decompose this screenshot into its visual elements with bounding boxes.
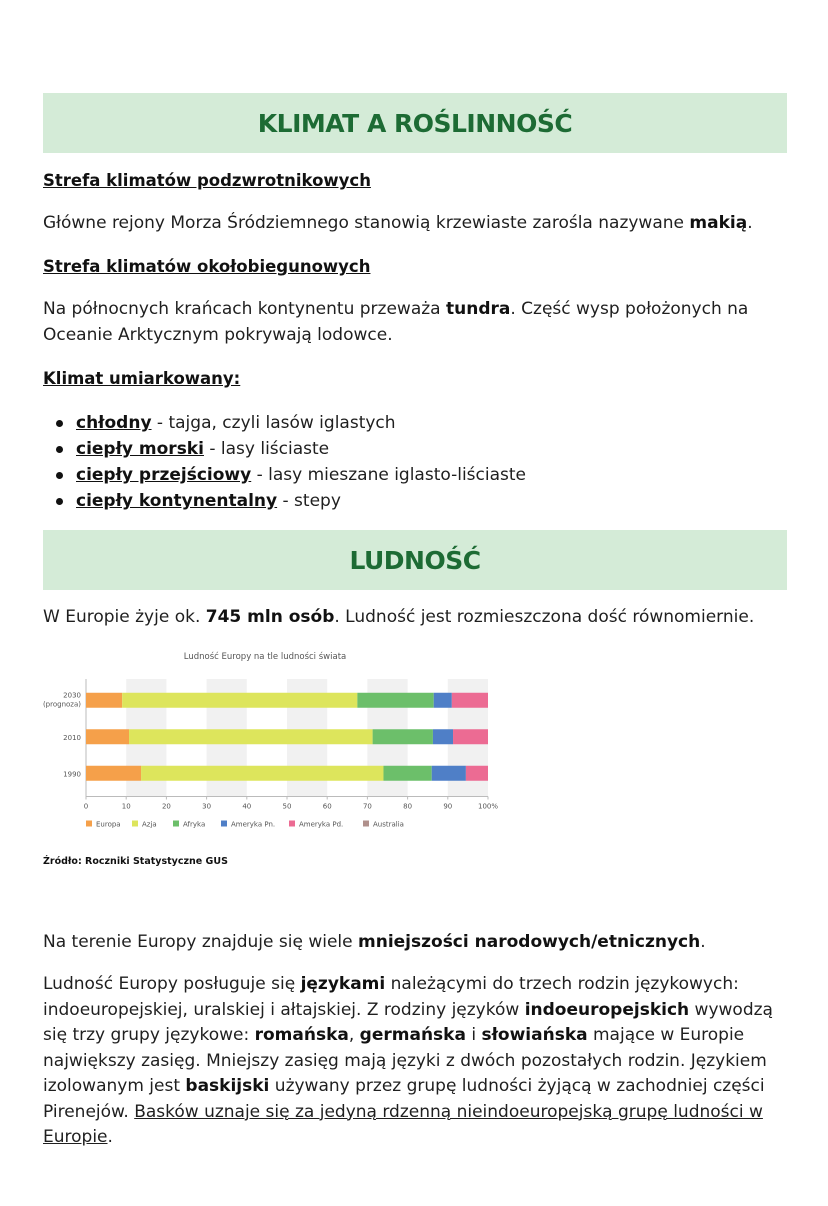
x-tick-label: 0: [83, 802, 89, 811]
section-title-klimat: KLIMAT A ROŚLINNOŚĆ: [257, 108, 573, 138]
bar-segment: [86, 766, 141, 781]
bold-term: językami: [300, 974, 386, 994]
bar-segment: [466, 766, 488, 781]
bar-segment: [432, 766, 466, 781]
paragraph-languages: [43, 972, 788, 1151]
bold-term: romańska: [254, 1025, 349, 1045]
paragraph-text: należącymi do trzech rodzin językowych: indoeuropejskiej, uralskiej i ałtajskiej. Z rodziny języków: [43, 974, 739, 1020]
paragraph-minorities: [43, 930, 788, 956]
x-tick-label: 100%: [477, 802, 499, 811]
list-item: [43, 488, 526, 514]
x-tick-label: 20: [161, 802, 171, 811]
bar-segment: [453, 729, 488, 744]
bold-term-minorities: mniejszości narodowych/etnicznych: [358, 932, 701, 952]
legend-swatch: [289, 821, 295, 827]
bar-segment: [373, 729, 433, 744]
legend-label: Afryka: [183, 820, 206, 829]
bar-segment: [122, 693, 357, 708]
legend-swatch: [363, 821, 369, 827]
legend-label: Ameryka Pd.: [299, 820, 344, 829]
legend-swatch: [132, 821, 138, 827]
climate-name: ciepły morski: [76, 439, 204, 459]
list-item: [43, 436, 526, 462]
bold-term-tundra: tundra: [445, 299, 511, 319]
section-banner-klimat: [43, 93, 787, 153]
subheading-podzwrotnikowe: Strefa klimatów podzwrotnikowych: [43, 171, 371, 190]
bar-segment: [452, 693, 488, 708]
legend-label: Europa: [96, 820, 121, 829]
paragraph-text: ,: [348, 1025, 360, 1045]
bold-term: indoeuropejskich: [524, 999, 690, 1020]
chart-source: Źródło: Roczniki Statystyczne GUS: [43, 856, 228, 867]
bar-segment: [383, 766, 431, 781]
bar-segment: [433, 729, 453, 744]
climate-desc: - stepy: [277, 491, 341, 511]
climate-list: [43, 410, 526, 514]
x-tick-label: 30: [202, 802, 212, 811]
y-tick-label: 1990: [63, 770, 81, 779]
paragraph-population: [43, 605, 788, 631]
paragraph-text: wywodzą się trzy grupy językowe:: [43, 999, 773, 1045]
x-tick-label: 40: [242, 802, 252, 811]
paragraph-text: używany przez grupę ludności żyjącą w zachodniej części Pirenejów.: [43, 1076, 765, 1122]
y-tick-label: 2030: [63, 691, 81, 700]
bar-segment: [357, 693, 433, 708]
x-tick-label: 50: [282, 802, 292, 811]
legend-label: Australia: [373, 820, 404, 829]
x-tick-label: 80: [403, 802, 413, 811]
x-tick-label: 10: [121, 802, 131, 811]
list-item: [43, 462, 526, 488]
climate-name: ciepły kontynentalny: [76, 491, 278, 511]
y-tick-label: (prognoza): [42, 700, 81, 709]
bold-term-population: 745 mln osób: [205, 607, 335, 627]
paragraph-makia: [43, 211, 788, 237]
paragraph-text: Na terenie Europy znajduje się wiele: [43, 932, 358, 952]
climate-desc: - tajga, czyli lasów iglastych: [151, 413, 396, 433]
bold-term-makia: makią: [689, 213, 748, 233]
legend-swatch: [221, 821, 227, 827]
subheading-okolobiegunowe: Strefa klimatów okołobiegunowych: [43, 257, 371, 276]
legend-swatch: [173, 821, 179, 827]
subheading-umiarkowany: Klimat umiarkowany:: [43, 369, 241, 388]
chart-title: Ludność Europy na tle ludności świata: [183, 652, 347, 662]
bold-term: słowiańska: [481, 1025, 588, 1045]
section-banner-ludnosc: [43, 530, 787, 590]
bar-segment: [86, 693, 122, 708]
paragraph-text: i: [465, 1025, 482, 1045]
legend-label: Ameryka Pn.: [231, 820, 276, 829]
bar-segment: [86, 729, 129, 744]
x-tick-label: 90: [443, 802, 453, 811]
bar-segment: [141, 766, 383, 781]
paragraph-end: .: [107, 1127, 113, 1147]
climate-desc: - lasy mieszane iglasto-liściaste: [251, 465, 526, 485]
chart-svg: [40, 645, 510, 845]
x-tick-label: 60: [322, 802, 332, 811]
climate-name: ciepły przejściowy: [76, 465, 252, 485]
climate-name: chłodny: [76, 413, 152, 433]
paragraph-end: .: [747, 213, 753, 233]
paragraph-end: .: [700, 932, 706, 952]
list-item: [43, 410, 526, 436]
legend-label: Azja: [142, 820, 157, 829]
paragraph-text: Na północnych krańcach kontynentu przeważa: [43, 299, 446, 319]
population-chart: [40, 645, 510, 845]
paragraph-tundra: [43, 297, 788, 348]
paragraph-text: mające w Europie największy zasięg. Mniejszy zasięg mają języki z dwóch pozostałych rodzin. Językiem izolowanym jest: [43, 1025, 767, 1096]
y-tick-label: 2010: [63, 733, 81, 742]
underlined-sentence: Basków uznaje się za jedyną rdzenną nieindoeuropejską grupę ludności w Europie: [43, 1101, 763, 1147]
paragraph-text: Ludność Europy posługuje się: [43, 974, 301, 994]
paragraph-end: . Ludność jest rozmieszczona dość równomiernie.: [334, 607, 755, 627]
x-tick-label: 70: [362, 802, 372, 811]
bold-term: baskijski: [185, 1076, 270, 1096]
paragraph-end: . Część wysp położonych na Oceanie Arktycznym pokrywają lodowce.: [43, 299, 749, 345]
paragraph-text: Główne rejony Morza Śródziemnego stanowią krzewiaste zarośla nazywane: [43, 213, 690, 233]
bold-term: germańska: [359, 1025, 466, 1045]
section-title-ludnosc: LUDNOŚĆ: [349, 545, 481, 575]
paragraph-text: W Europie żyje ok.: [43, 607, 206, 627]
climate-desc: - lasy liściaste: [203, 439, 330, 459]
legend-swatch: [86, 821, 92, 827]
bar-segment: [129, 729, 373, 744]
bar-segment: [434, 693, 452, 708]
